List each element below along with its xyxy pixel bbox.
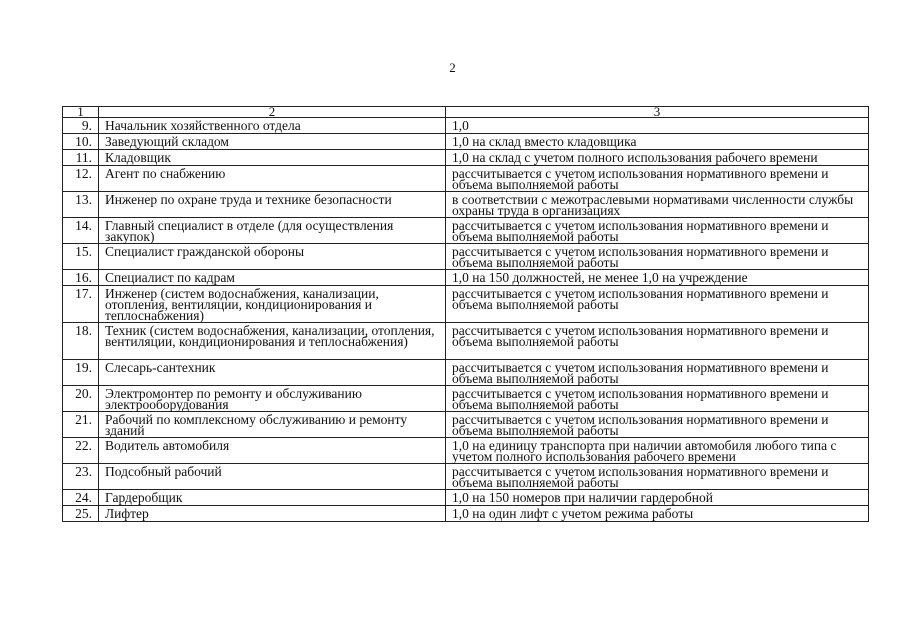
row-number: 14. xyxy=(63,218,99,244)
row-number: 20. xyxy=(63,386,99,412)
position-cell: Главный специалист в отделе (для осуществления закупок) xyxy=(99,218,446,244)
position-cell: Кладовщик xyxy=(99,150,446,166)
norm-cell: рассчитывается с учетом использования нормативного времени и объема выполняемой работы xyxy=(446,218,869,244)
position-cell: Заведующий складом xyxy=(99,134,446,150)
norm-cell: рассчитывается с учетом использования нормативного времени и объема выполняемой работы xyxy=(446,464,869,490)
row-number: 13. xyxy=(63,192,99,218)
norm-cell: рассчитывается с учетом использования нормативного времени и объема выполняемой работы xyxy=(446,166,869,192)
position-cell: Подсобный рабочий xyxy=(99,464,446,490)
norm-cell: 1,0 на 150 должностей, не менее 1,0 на учреждение xyxy=(446,270,869,286)
norm-cell: рассчитывается с учетом использования нормативного времени и объема выполняемой работы xyxy=(446,412,869,438)
table-row xyxy=(63,506,869,522)
norm-cell: 1,0 на склад с учетом полного использования рабочего времени xyxy=(446,150,869,166)
position-cell: Гардеробщик xyxy=(99,490,446,506)
norm-cell: рассчитывается с учетом использования нормативного времени и объема выполняемой работы xyxy=(446,244,869,270)
row-number: 15. xyxy=(63,244,99,270)
norm-cell: 1,0 на один лифт с учетом режима работы xyxy=(446,506,869,522)
row-number: 21. xyxy=(63,412,99,438)
row-number: 17. xyxy=(63,286,99,323)
row-number: 12. xyxy=(63,166,99,192)
position-cell: Специалист гражданской обороны xyxy=(99,244,446,270)
position-cell: Начальник хозяйственного отдела xyxy=(99,118,446,134)
position-cell: Специалист по кадрам xyxy=(99,270,446,286)
norm-cell: рассчитывается с учетом использования нормативного времени и объема выполняемой работы xyxy=(446,386,869,412)
table-row xyxy=(63,134,869,150)
position-cell: Инженер (систем водоснабжения, канализации, отопления, вентиляции, кондиционирования и теплоснабжения) xyxy=(99,286,446,323)
table-row xyxy=(63,323,869,360)
staffing-table xyxy=(62,106,869,522)
row-number: 16. xyxy=(63,270,99,286)
norm-cell: 1,0 на склад вместо кладовщика xyxy=(446,134,869,150)
table-row xyxy=(63,150,869,166)
table-row xyxy=(63,118,869,134)
table-row xyxy=(63,192,869,218)
row-number: 22. xyxy=(63,438,99,464)
norm-cell: 1,0 на 150 номеров при наличии гардеробной xyxy=(446,490,869,506)
position-cell: Агент по снабжению xyxy=(99,166,446,192)
table-row xyxy=(63,412,869,438)
row-number: 25. xyxy=(63,506,99,522)
row-number: 23. xyxy=(63,464,99,490)
table-row xyxy=(63,244,869,270)
row-number: 24. xyxy=(63,490,99,506)
table-row xyxy=(63,166,869,192)
table-row xyxy=(63,218,869,244)
table-body xyxy=(63,118,869,522)
norm-cell: рассчитывается с учетом использования нормативного времени и объема выполняемой работы xyxy=(446,360,869,386)
table-row xyxy=(63,464,869,490)
row-number: 11. xyxy=(63,150,99,166)
row-number: 10. xyxy=(63,134,99,150)
norm-cell: 1,0 xyxy=(446,118,869,134)
table-row xyxy=(63,438,869,464)
position-cell: Инженер по охране труда и технике безопасности xyxy=(99,192,446,218)
norm-cell: 1,0 на единицу транспорта при наличии автомобиля любого типа с учетом полного использования рабочего времени xyxy=(446,438,869,464)
row-number: 9. xyxy=(63,118,99,134)
page-number: 2 xyxy=(449,60,456,75)
header-col-2: 2 xyxy=(99,107,446,118)
header-col-3: 3 xyxy=(446,107,869,118)
table-row xyxy=(63,270,869,286)
header-col-1: 1 xyxy=(63,107,99,118)
norm-cell: в соответствии с межотраслевыми нормативами численности службы охраны труда в организациях xyxy=(446,192,869,218)
position-cell: Лифтер xyxy=(99,506,446,522)
norm-cell: рассчитывается с учетом использования нормативного времени и объема выполняемой работы xyxy=(446,323,869,360)
table-row xyxy=(63,386,869,412)
position-cell: Слесарь-сантехник xyxy=(99,360,446,386)
table-header-row xyxy=(63,107,869,118)
position-cell: Электромонтер по ремонту и обслуживанию электрооборудования xyxy=(99,386,446,412)
table-row xyxy=(63,360,869,386)
table-row xyxy=(63,490,869,506)
position-cell: Водитель автомобиля xyxy=(99,438,446,464)
row-number: 19. xyxy=(63,360,99,386)
position-cell: Рабочий по комплексному обслуживанию и ремонту зданий xyxy=(99,412,446,438)
position-cell: Техник (систем водоснабжения, канализации, отопления, вентиляции, кондиционирования и теплоснабжения) xyxy=(99,323,446,360)
norm-cell: рассчитывается с учетом использования нормативного времени и объема выполняемой работы xyxy=(446,286,869,323)
table-row xyxy=(63,286,869,323)
row-number: 18. xyxy=(63,323,99,360)
